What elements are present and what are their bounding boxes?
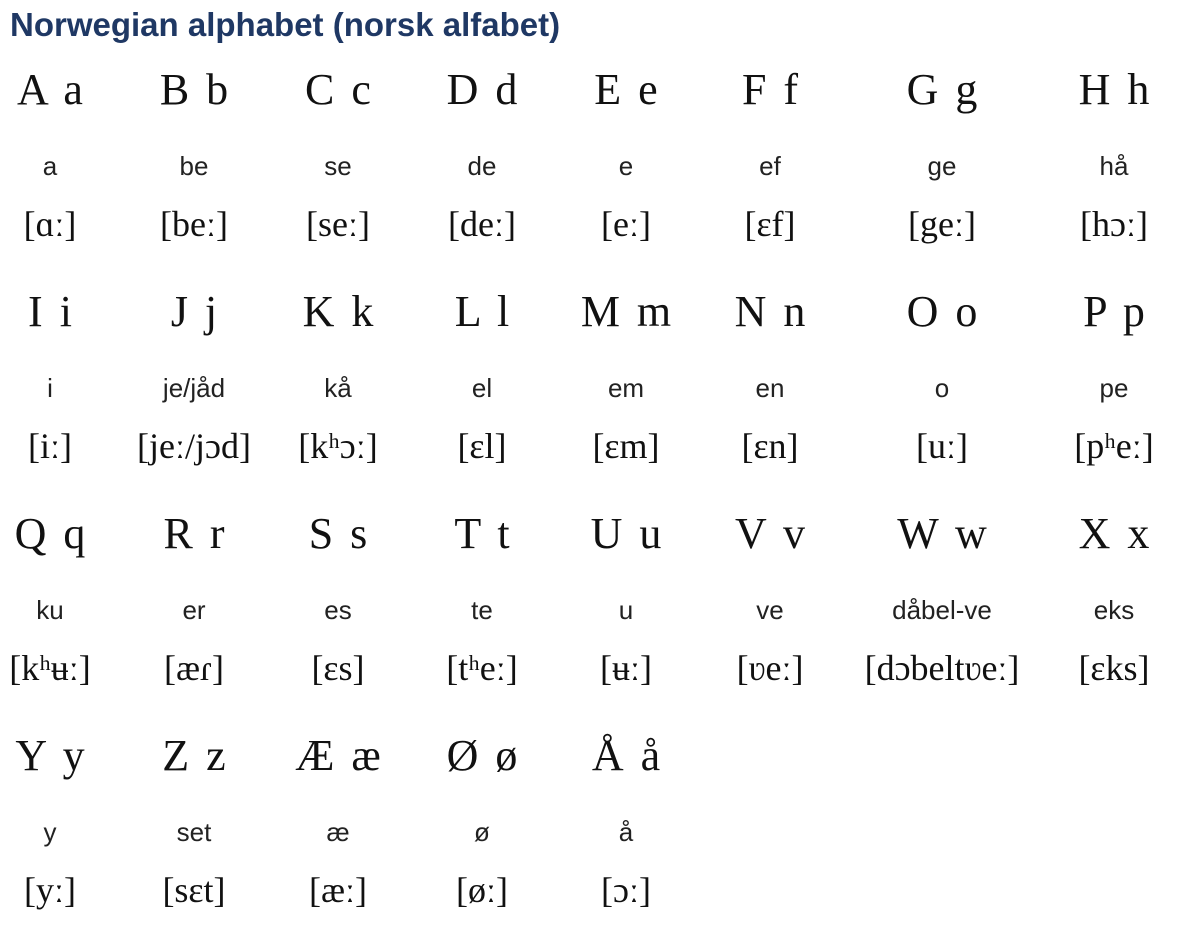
letter-cell: [263, 502, 413, 724]
letter-ipa: [pʰeː]: [1074, 426, 1154, 466]
letter-glyph: T t: [454, 509, 510, 558]
page-title: Norwegian alphabet (norsk alfabet): [10, 6, 561, 43]
letter-ipa: [uː]: [916, 426, 968, 466]
letter-cell: [695, 280, 845, 502]
letter-glyph: A a: [17, 65, 83, 114]
letter-glyph: P p: [1083, 287, 1145, 336]
letter-cell: [119, 724, 269, 946]
alphabet-row: [0, 724, 1178, 946]
letter-ipa: [ɛl]: [457, 426, 507, 466]
letter-name: ef: [759, 151, 781, 181]
letter-ipa: [jeː/jɔd]: [137, 426, 251, 466]
letter-name: i: [47, 373, 53, 403]
letter-cell: [551, 58, 701, 280]
letter-glyph: O o: [906, 287, 978, 336]
letter-glyph: M m: [580, 287, 672, 336]
letter-glyph: V v: [735, 509, 805, 558]
letter-name: kå: [324, 373, 352, 403]
letter-cell: [842, 58, 1042, 280]
letter-name: ø: [474, 817, 490, 847]
letter-cell: [119, 280, 269, 502]
letter-ipa: [kʰʉː]: [9, 648, 91, 688]
letter-ipa: [ɔː]: [601, 870, 651, 910]
letter-name: e: [618, 151, 634, 181]
letter-glyph: X x: [1078, 509, 1150, 558]
letter-name: pe: [1099, 373, 1129, 403]
letter-ipa: [ɛks]: [1078, 648, 1150, 688]
letter-ipa: [ɛf]: [744, 204, 796, 244]
letter-cell: [263, 58, 413, 280]
letter-glyph: G g: [906, 65, 978, 114]
letter-glyph: I i: [28, 287, 72, 336]
letter-ipa: [beː]: [160, 204, 228, 244]
letter-ipa: [yː]: [24, 870, 76, 910]
letter-name: hå: [1099, 151, 1129, 181]
letter-cell: [0, 58, 125, 280]
letter-ipa: [ɛn]: [741, 426, 799, 466]
letter-name: dåbel-ve: [892, 595, 992, 625]
letter-name: å: [618, 817, 634, 847]
letter-name: es: [324, 595, 352, 625]
letter-cell: [695, 502, 845, 724]
letter-cell: [1039, 58, 1178, 280]
letter-cell: [695, 58, 845, 280]
letter-glyph: Æ æ: [295, 731, 381, 780]
alphabet-row: [0, 280, 1178, 502]
letter-cell: [407, 58, 557, 280]
letter-cell: [0, 280, 125, 502]
letter-glyph: B b: [159, 65, 229, 114]
letter-glyph: N n: [734, 287, 806, 336]
letter-glyph: L l: [454, 287, 510, 336]
letter-glyph: Å å: [591, 731, 661, 780]
letter-name: se: [324, 151, 352, 181]
letter-cell: [0, 502, 125, 724]
letter-cell: [263, 724, 413, 946]
letter-glyph: K k: [302, 287, 374, 336]
letter-name: el: [471, 373, 493, 403]
letter-glyph: F f: [741, 65, 799, 114]
letter-name: em: [607, 373, 645, 403]
letter-ipa: [dɔbeltʋeː]: [864, 648, 1020, 688]
letter-glyph: Q q: [14, 509, 86, 558]
alphabet-row: [0, 502, 1178, 724]
letter-ipa: [øː]: [456, 870, 508, 910]
letter-glyph: R r: [163, 509, 225, 558]
letter-ipa: [hɔː]: [1080, 204, 1148, 244]
letter-ipa: [æɾ]: [164, 648, 224, 688]
letter-name: de: [467, 151, 497, 181]
letter-glyph: W w: [897, 509, 987, 558]
letter-ipa: [ʉː]: [600, 648, 652, 688]
letter-cell: [407, 502, 557, 724]
letter-name: æ: [326, 817, 350, 847]
alphabet-row: [0, 58, 1178, 280]
letter-ipa: [æː]: [309, 870, 367, 910]
letter-cell: [407, 280, 557, 502]
letter-cell: [551, 502, 701, 724]
letter-name: a: [42, 151, 58, 181]
letter-ipa: [ʋeː]: [736, 648, 804, 688]
letter-cell: [119, 58, 269, 280]
letter-glyph: Z z: [162, 731, 226, 780]
letter-name: ge: [927, 151, 957, 181]
letter-glyph: Ø ø: [446, 731, 518, 780]
letter-ipa: [kʰɔː]: [298, 426, 378, 466]
letter-ipa: [deː]: [448, 204, 516, 244]
letter-glyph: Y y: [15, 731, 85, 780]
letter-ipa: [seː]: [306, 204, 370, 244]
letter-ipa: [eː]: [601, 204, 651, 244]
letter-glyph: H h: [1078, 65, 1150, 114]
letter-cell: [1039, 502, 1178, 724]
letter-name: be: [179, 151, 209, 181]
letter-glyph: J j: [170, 287, 218, 336]
letter-glyph: E e: [594, 65, 658, 114]
letter-ipa: [sɛt]: [162, 870, 226, 910]
letter-name: ku: [36, 595, 64, 625]
letter-name: je/jåd: [162, 373, 226, 403]
letter-cell: [407, 724, 557, 946]
letter-cell: [263, 280, 413, 502]
letter-cell: [1039, 280, 1178, 502]
letter-ipa: [iː]: [28, 426, 72, 466]
letter-name: u: [618, 595, 634, 625]
letter-cell: [551, 724, 701, 946]
letter-name: ve: [756, 595, 784, 625]
letter-name: set: [176, 817, 212, 847]
letter-cell: [842, 502, 1042, 724]
letter-name: en: [755, 373, 785, 403]
letter-name: y: [43, 817, 57, 847]
letter-ipa: [ɑː]: [23, 204, 77, 244]
letter-glyph: S s: [308, 509, 368, 558]
letter-ipa: [ɛm]: [592, 426, 660, 466]
letter-ipa: [tʰeː]: [446, 648, 518, 688]
letter-ipa: [ɛs]: [311, 648, 365, 688]
letter-name: er: [182, 595, 206, 625]
letter-glyph: D d: [446, 65, 518, 114]
letter-name: te: [471, 595, 493, 625]
letter-cell: [119, 502, 269, 724]
letter-glyph: U u: [590, 509, 662, 558]
letter-cell: [0, 724, 125, 946]
letter-name: eks: [1093, 595, 1135, 625]
letter-cell: [551, 280, 701, 502]
letter-name: o: [934, 373, 950, 403]
letter-glyph: C c: [305, 65, 371, 114]
letter-ipa: [geː]: [908, 204, 976, 244]
letter-cell: [842, 280, 1042, 502]
